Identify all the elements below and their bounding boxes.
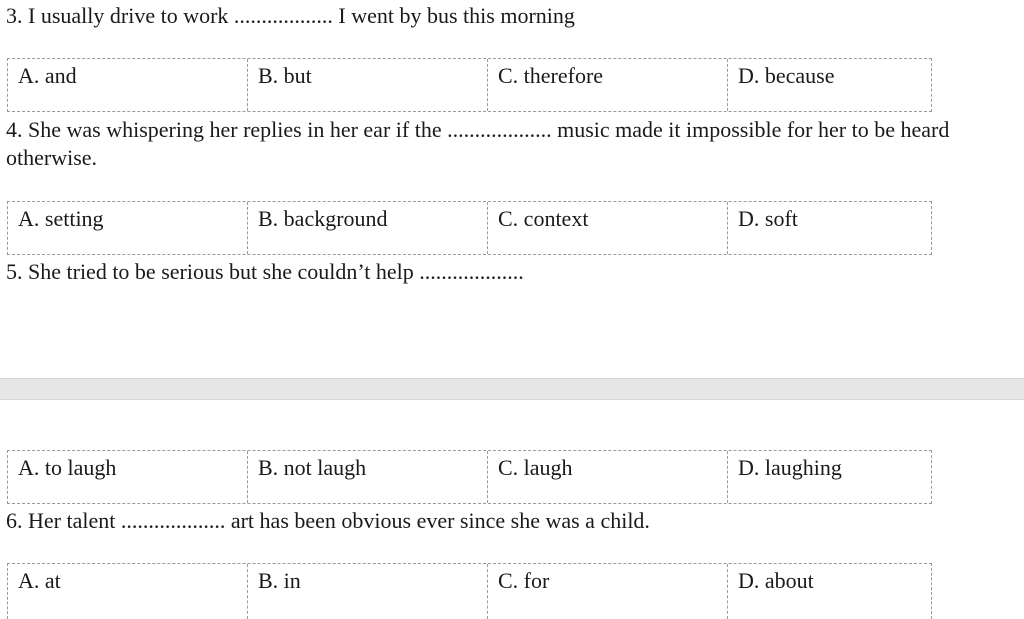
question-4-text: 4. She was whispering her replies in her ear if the ................... music made it impossible for her to be heard otherwise. [6, 117, 950, 170]
question-3-text: 3. I usually drive to work .................. I went by bus this morning [6, 3, 575, 28]
question-6-text: 6. Her talent ................... art has been obvious ever since she was a child. [6, 508, 650, 533]
option-b[interactable]: B. but [248, 59, 488, 111]
option-d[interactable]: D. laughing [738, 455, 842, 480]
option-c[interactable]: C. therefore [488, 59, 728, 111]
option-a[interactable]: A. to laugh [8, 451, 248, 503]
option-c[interactable]: C. context [488, 202, 728, 254]
question-5-options [7, 450, 932, 504]
option-d[interactable]: D. because [738, 63, 835, 88]
option-a[interactable]: A. and [8, 59, 248, 111]
option-d[interactable]: D. about [738, 568, 814, 593]
page-break [0, 378, 1024, 400]
option-a[interactable]: A. setting [8, 202, 248, 254]
question-6-options [7, 563, 932, 619]
question-4-options [7, 201, 932, 255]
option-d[interactable]: D. soft [738, 206, 798, 231]
option-a[interactable]: A. at [8, 564, 248, 619]
option-b[interactable]: B. in [248, 564, 488, 619]
option-b[interactable]: B. background [248, 202, 488, 254]
option-b[interactable]: B. not laugh [248, 451, 488, 503]
option-c[interactable]: C. for [488, 564, 728, 619]
option-c[interactable]: C. laugh [488, 451, 728, 503]
question-3-options [7, 58, 932, 112]
question-5-text: 5. She tried to be serious but she couldn’t help ................... [6, 259, 524, 284]
